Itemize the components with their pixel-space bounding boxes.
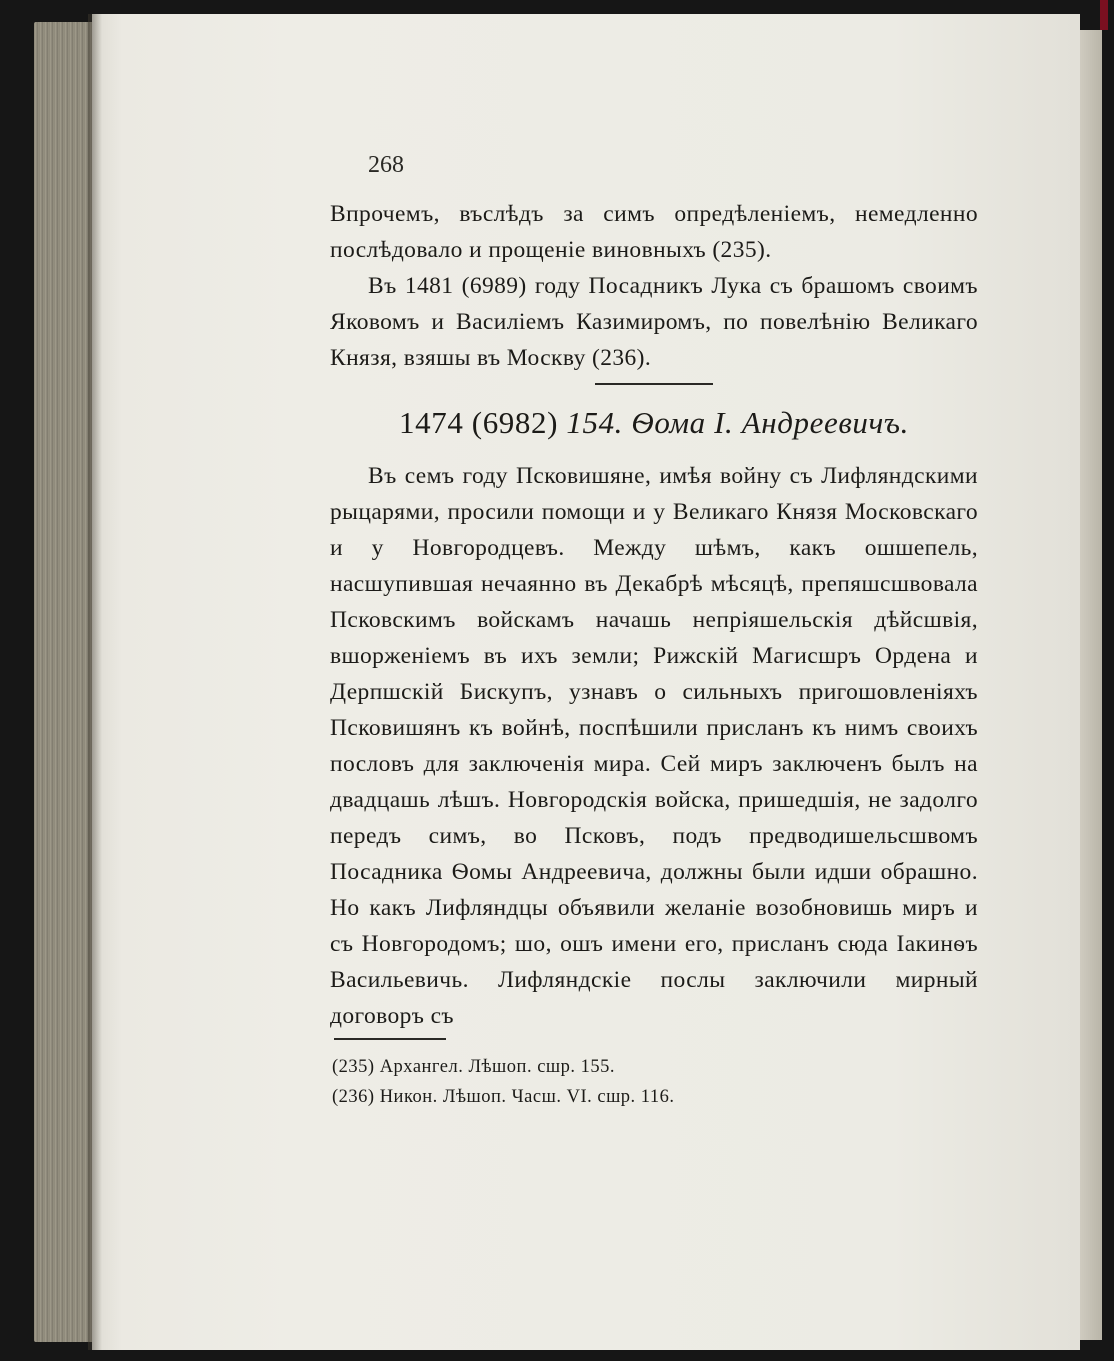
- heading-years: 1474 (6982): [399, 405, 559, 440]
- next-page-edge: [1080, 30, 1102, 1340]
- section-heading: [330, 405, 978, 441]
- paragraph-luka: Въ 1481 (6989) году Посадникъ Лука съ брашомъ своимъ Яковомъ и Василіемъ Казимиромъ, по повелѣнію Великаго Князя, взяшы въ Москву (236).: [330, 273, 978, 371]
- bookmark-ribbon: [1100, 0, 1108, 30]
- heading-name: Ѳома I. Андреевичъ.: [631, 405, 909, 440]
- gutter-shadow: [88, 14, 102, 1350]
- footnote-235: (235) Архангел. Лѣшоп. сшр. 155.: [332, 1057, 616, 1077]
- main-body: [330, 458, 978, 1034]
- top-paragraphs: [330, 196, 978, 376]
- footnote-divider: [334, 1038, 446, 1040]
- page-number: 268: [368, 152, 404, 178]
- footnotes: [332, 1052, 832, 1112]
- heading-number: 154.: [566, 405, 624, 440]
- page-edges: [34, 22, 96, 1342]
- body-paragraph: Въ семъ году Псковишяне, имѣя войну съ Лифляндскими рыцарями, просили помощи и у Великаго Князя Московскаго и у Новгородцевъ. Между шѣмъ, какъ ошшепель, насшупившая нечаянно въ Декабрѣ мѣсяцѣ, препяшсшвовала Псковскимъ войскамъ начашь непріяшельскія дѣйсшвія, вшорженіемъ въ ихъ земли; Рижскій Магисшръ Ордена и Дерпшскій Бискупъ, узнавъ о сильныхъ пригошовленіяхъ Псковишянъ къ войнѣ, поспѣшили присланъ къ нимъ своихъ пословъ для заключенія мира. Сей миръ заключенъ былъ на двадцашь лѣшъ. Новгородскія войска, пришедшія, не задолго передъ симъ, во Псковъ, подъ предводишельсшвомъ Посадника Ѳомы Андреевича, должны были идши обрашно. Но какъ Лифляндцы объявили желаніе возобновишь миръ и съ Новгородомъ; шо, ошъ имени его, присланъ сюда Іакинѳъ Васильевичь. Лифляндскіе послы заключили мирный договоръ съ: [330, 463, 978, 1029]
- footnote-236: (236) Никон. Лѣшоп. Часш. VI. сшр. 116.: [332, 1087, 675, 1107]
- section-divider: [595, 383, 713, 385]
- paragraph-continuation: Впрочемъ, въслѣдъ за симъ опредѣленіемъ, немедленно послѣдовало и прощеніе виновныхъ (235).: [330, 201, 978, 263]
